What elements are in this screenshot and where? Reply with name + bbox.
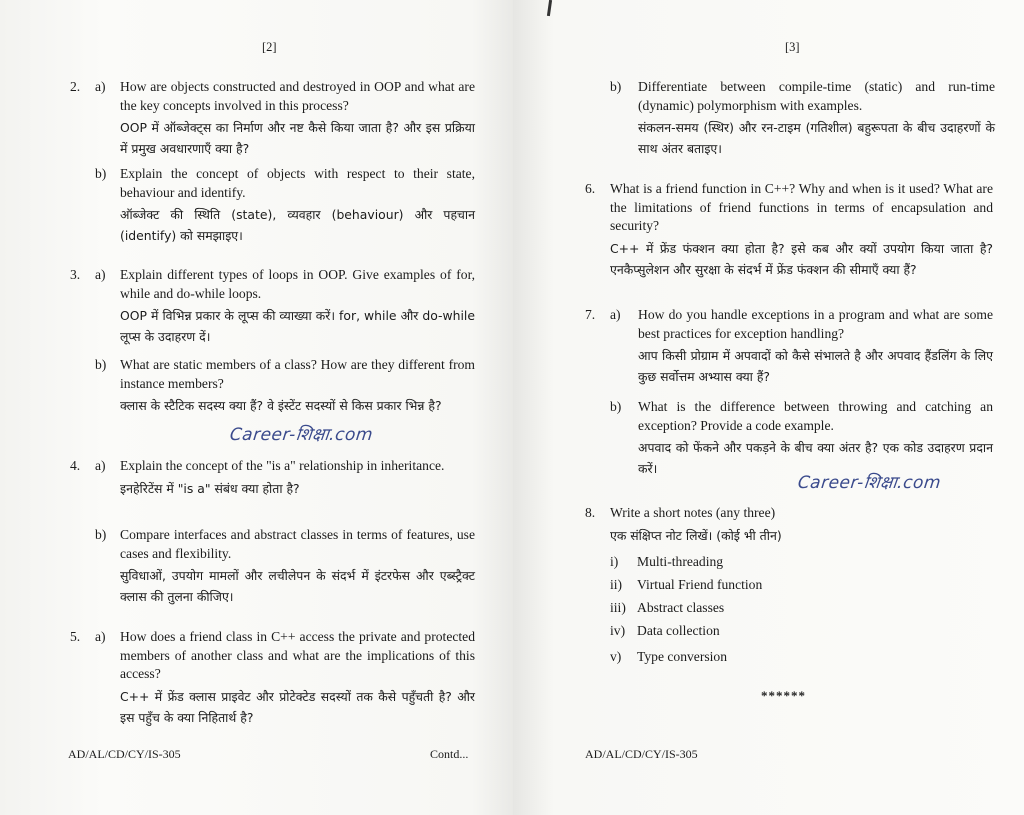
option-roman: iv) bbox=[610, 623, 626, 638]
question-text-hi: C++ में फ्रेंड क्लास प्राइवेट और प्रोटेक्टेड सदस्यों तक कैसे पहुँचती है? और इस पहुँच के क्या निहितार्थ है? bbox=[120, 688, 475, 725]
option-label: Multi-threading bbox=[637, 554, 724, 569]
question-sub: a) bbox=[95, 629, 106, 644]
option-label: Virtual Friend function bbox=[637, 577, 763, 592]
question-text-hi: C++ में फ्रेंड फंक्शन क्या होता है? इसे कब और क्यों उपयोग किया जाता है? एनकैप्सुलेशन और सुरक्षा के संदर्भ में फ्रेंड फंक्शन की सीमाएँ क्या हैं? bbox=[610, 240, 993, 277]
question-sub: b) bbox=[610, 399, 622, 414]
question-number: 5. bbox=[70, 629, 81, 644]
question-text-en: What are static members of a class? How are they different from instance members? bbox=[120, 357, 475, 391]
end-mark: ****** bbox=[761, 688, 806, 703]
question-text-en: Explain the concept of the "is a" relationship in inheritance. bbox=[120, 458, 445, 473]
question-text-hi: ऑब्जेक्ट की स्थिति (state), व्यवहार (behaviour) और पहचान (identify) को समझाइए। bbox=[120, 207, 475, 243]
question-text-hi: एक संक्षिप्त नोट लिखें। (कोई भी तीन) bbox=[610, 527, 782, 543]
question-text-hi: आप किसी प्रोग्राम में अपवादों को कैसे संभालते है और अपवाद हैंडलिंग के लिए कुछ सर्वोत्तम अभ्यास क्या हैं? bbox=[638, 348, 993, 384]
option-roman: i) bbox=[610, 554, 619, 569]
footer-code: AD/AL/CD/CY/IS-305 bbox=[68, 747, 181, 761]
question-text-hi: क्लास के स्टैटिक सदस्य क्या हैं? वे इंस्टेंट सदस्यों से किस प्रकार भिन्न है? bbox=[120, 398, 442, 413]
question-text-en: How do you handle exceptions in a program and what are some best practices for exception handling? bbox=[638, 307, 993, 341]
option-label: Type conversion bbox=[637, 649, 728, 664]
option-roman: iii) bbox=[610, 600, 626, 615]
question-text-en: What is a friend function in C++? Why and when is it used? What are the limitations of friend functions in terms of encapsulation and security? bbox=[610, 181, 993, 233]
watermark: Career-शिक्षा.com bbox=[796, 473, 943, 493]
contd-label: Contd... bbox=[430, 747, 469, 761]
option-label: Abstract classes bbox=[637, 600, 725, 615]
question-text-en: Explain the concept of objects with respect to their state, behaviour and identify. bbox=[120, 166, 475, 200]
question-sub: a) bbox=[95, 458, 106, 473]
question-sub: b) bbox=[95, 527, 107, 542]
question-text-hi: सुविधाओं, उपयोग मामलों और लचीलेपन के संदर्भ में इंटरफेस और एब्स्ट्रैक्ट क्लास की तुलना कीजिए। bbox=[120, 568, 475, 604]
question-number: 8. bbox=[585, 505, 596, 520]
footer-code: AD/AL/CD/CY/IS-305 bbox=[585, 747, 698, 761]
question-text-hi: संकलन-समय (स्थिर) और रन-टाइम (गतिशील) बहुरूपता के बीच उदाहरणों के साथ अंतर बताइए। bbox=[638, 120, 995, 156]
question-sub: a) bbox=[95, 267, 106, 282]
question-number: 3. bbox=[70, 267, 81, 282]
question-sub: b) bbox=[95, 357, 107, 372]
question-sub: a) bbox=[610, 307, 621, 322]
question-text-hi: इनहेरिटेंस में "is a" संबंध क्या होता है? bbox=[120, 480, 300, 496]
question-text-en: What is the difference between throwing and catching an exception? Provide a code example. bbox=[638, 399, 993, 433]
question-number: 7. bbox=[585, 307, 596, 322]
option-roman: v) bbox=[610, 649, 622, 664]
right-page bbox=[513, 0, 1024, 815]
option-label: Data collection bbox=[637, 623, 720, 638]
question-number: 2. bbox=[70, 79, 81, 94]
question-sub: b) bbox=[95, 166, 107, 181]
question-text-en: Differentiate between compile-time (static) and run-time (dynamic) polymorphism with examples. bbox=[638, 79, 995, 113]
question-text-en: Explain different types of loops in OOP. Give examples of for, while and do-while loops. bbox=[120, 267, 475, 301]
question-text-en: Compare interfaces and abstract classes in terms of features, use cases and flexibility. bbox=[120, 527, 475, 561]
page-number: [2] bbox=[262, 40, 277, 54]
question-text-en: Write a short notes (any three) bbox=[610, 505, 776, 520]
question-sub: a) bbox=[95, 79, 106, 94]
page-number: [3] bbox=[785, 40, 800, 54]
question-text-hi: OOP में ऑब्जेक्ट्स का निर्माण और नष्ट कैसे किया जाता है? और इस प्रक्रिया में प्रमुख अवधारणाएँ क्या है? bbox=[120, 120, 475, 156]
question-number: 6. bbox=[585, 181, 596, 196]
question-text-hi: OOP में विभिन्न प्रकार के लूप्स की व्याख्या करें। for, while और do-while लूप्स के उदाहरण दें। bbox=[120, 308, 475, 344]
question-sub: b) bbox=[610, 79, 622, 94]
question-text-en: How are objects constructed and destroyed in OOP and what are the key concepts involved in this process? bbox=[120, 79, 475, 113]
question-number: 4. bbox=[70, 458, 81, 473]
question-text-hi: अपवाद को फेंकने और पकड़ने के बीच क्या अंतर है? एक कोड उदाहरण प्रदान करें। bbox=[638, 440, 993, 476]
option-roman: ii) bbox=[610, 577, 623, 592]
question-text-en: How does a friend class in C++ access the private and protected members of another class and what are the implications of this access? bbox=[120, 629, 475, 681]
watermark: Career-शिक्षा.com bbox=[228, 425, 375, 445]
